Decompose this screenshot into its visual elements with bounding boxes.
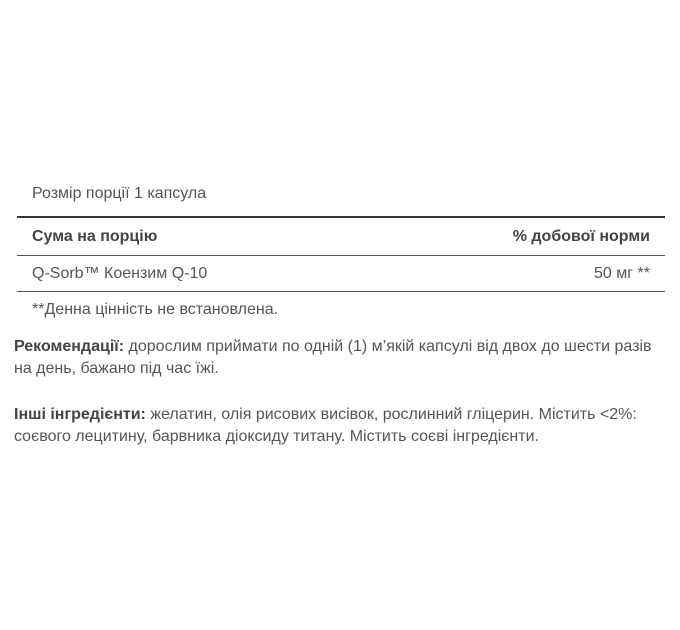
nutrient-name: Q-Sorb™ Коензим Q-10 — [32, 264, 208, 282]
recommendations-text: дорослим приймати по одній (1) м’якій капсулі від двох до шести разів на день, бажано під час їжі. — [14, 338, 652, 377]
recommendations-paragraph — [14, 336, 654, 380]
daily-value-header: % добової норми — [512, 227, 650, 245]
serving-size: Розмір порції 1 капсула — [17, 174, 665, 218]
table-header — [17, 218, 665, 256]
table-row — [17, 256, 665, 292]
amount-per-serving-header: Сума на порцію — [32, 227, 158, 245]
recommendations-label: Рекомендації: — [14, 338, 125, 355]
other-ingredients-text: желатин, олія рисових висівок, рослинний гліцерин. Містить <2%: соєвого лецитину, барвника діоксиду титану. Містить соєві інгредієнти. — [14, 406, 637, 445]
supplement-facts-panel — [17, 174, 665, 320]
footnote: **Денна цінність не встановлена. — [32, 301, 279, 318]
nutrient-amount: 50 мг ** — [594, 264, 650, 282]
other-ingredients-paragraph — [14, 404, 654, 448]
other-ingredients-label: Інші інгредієнти: — [14, 406, 146, 423]
